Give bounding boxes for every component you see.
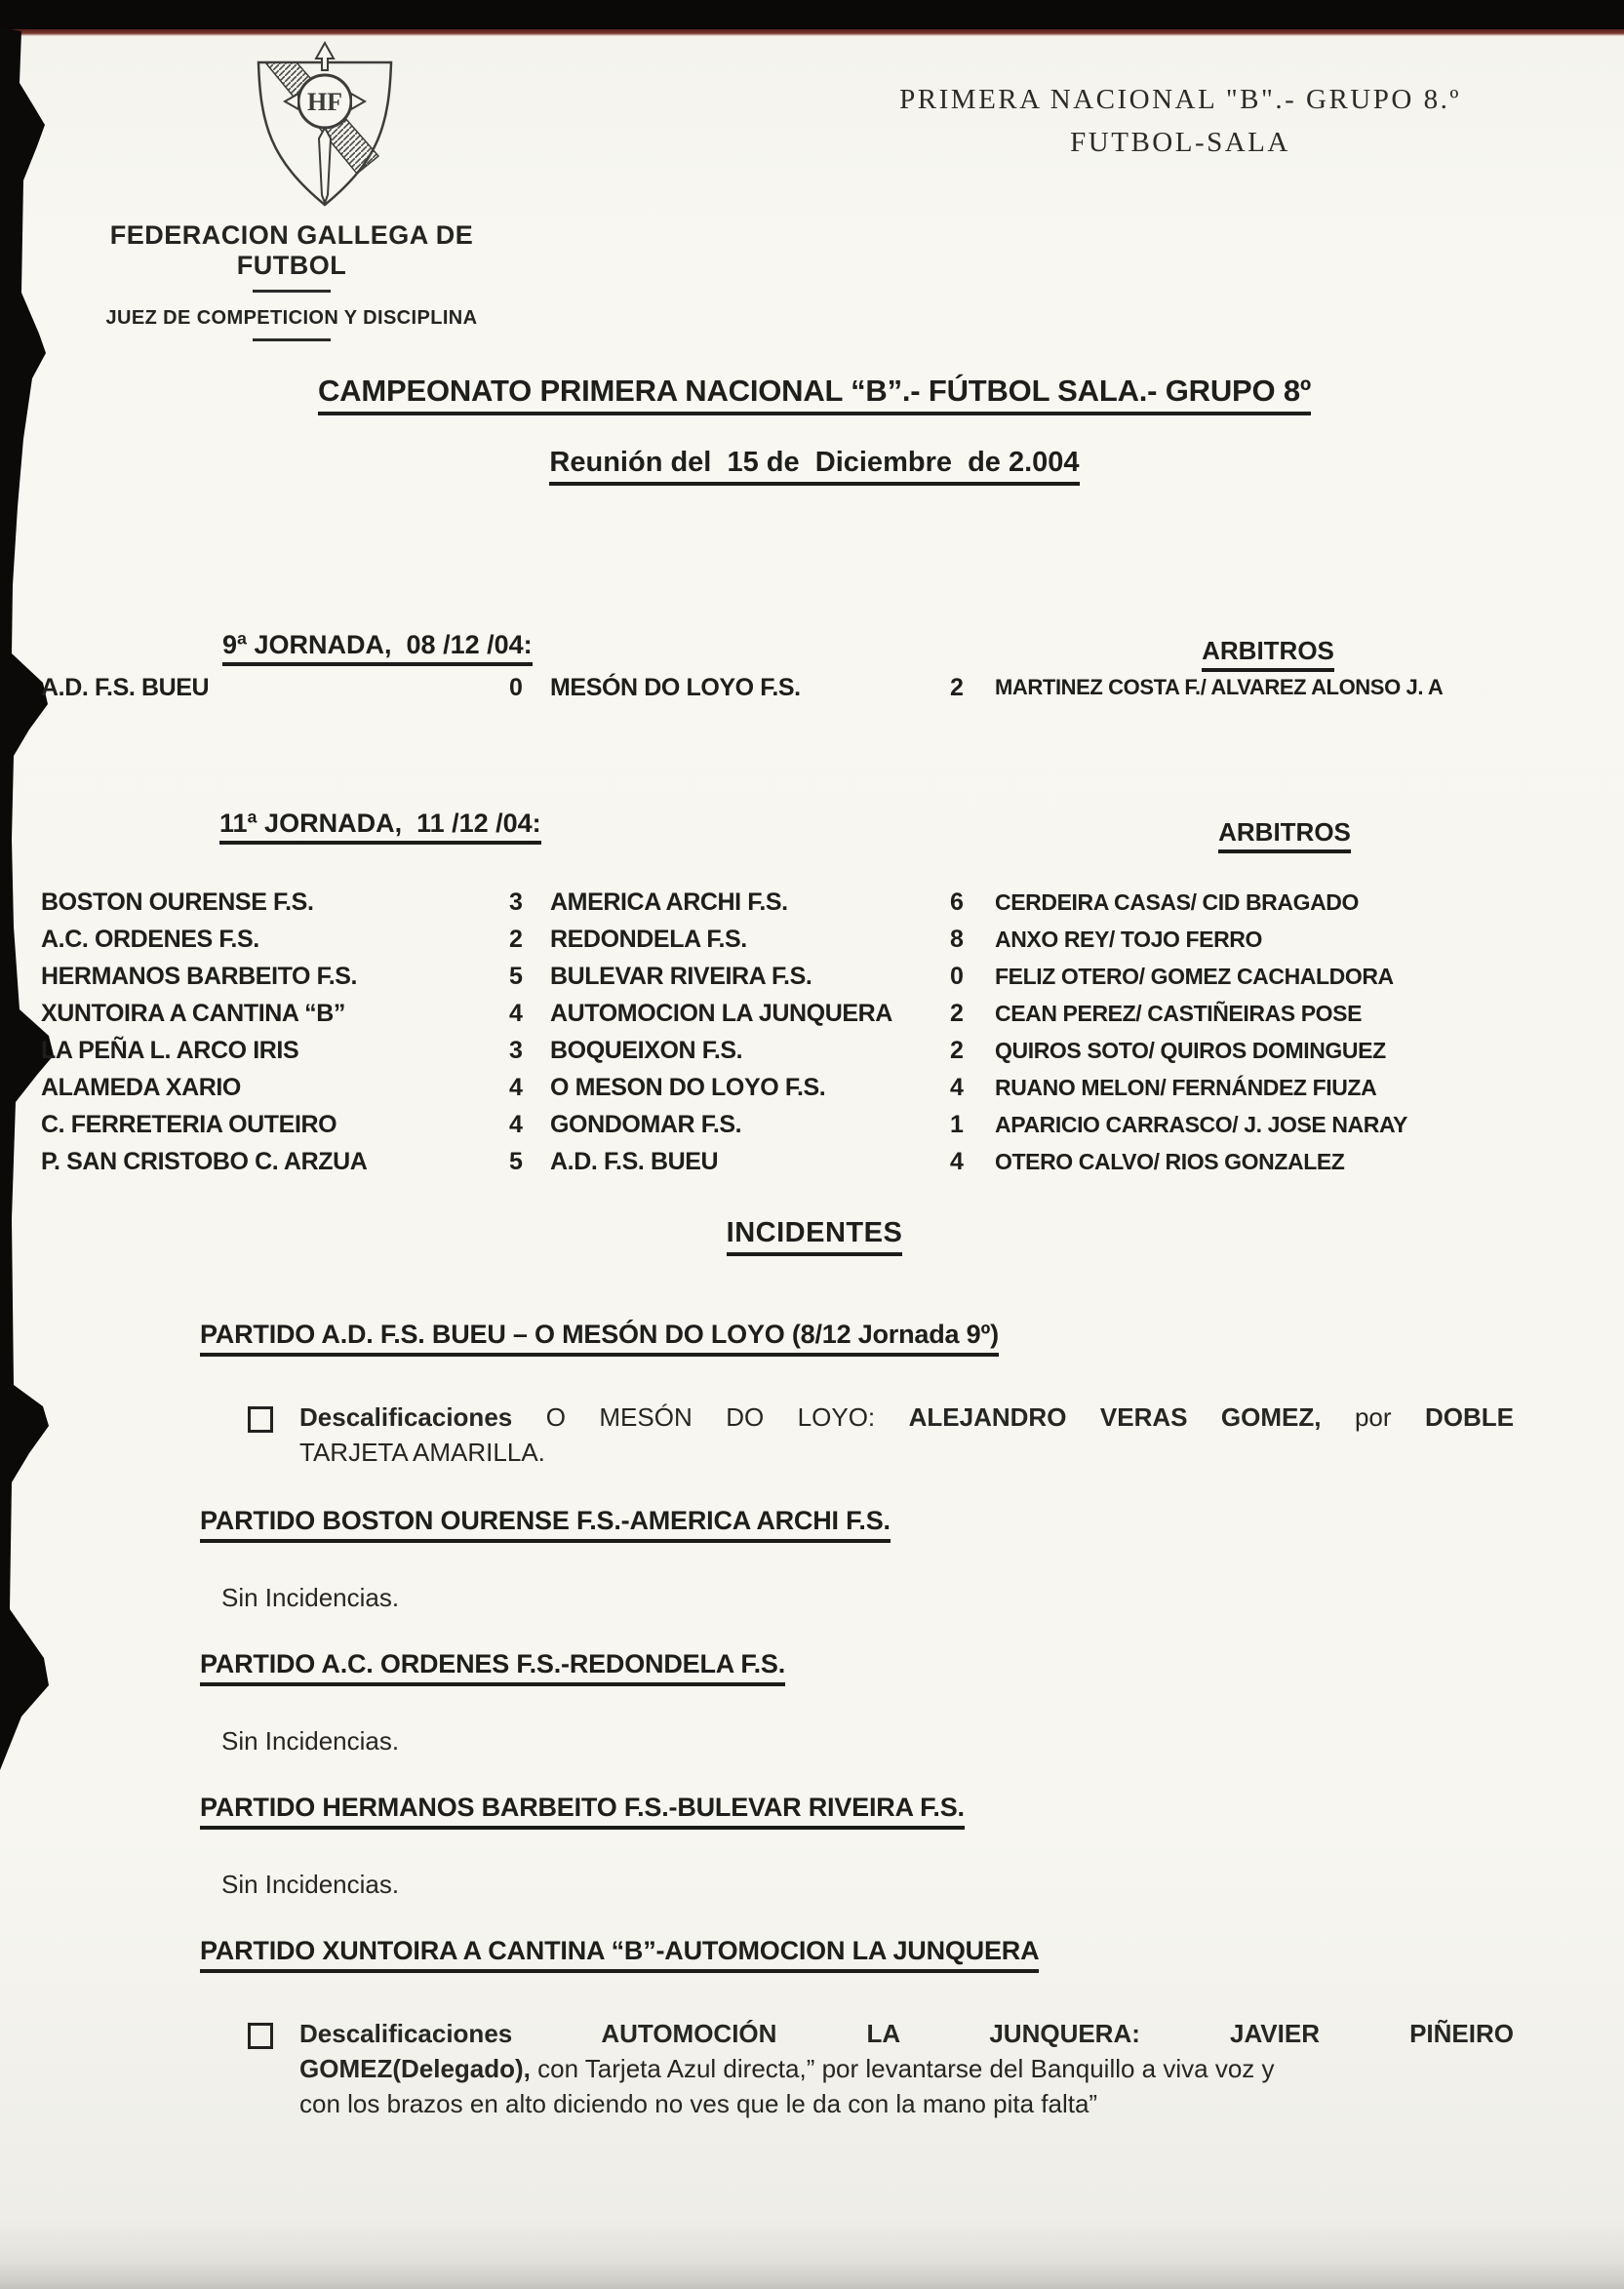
match-home-score: 0 <box>509 674 523 701</box>
federation-header <box>62 220 521 341</box>
disqualification-item <box>200 2016 1519 2121</box>
match-home: ALAMEDA XARIO <box>41 1074 241 1101</box>
match-referees: MARTINEZ COSTA F./ ALVAREZ ALONSO J. A <box>995 675 1444 699</box>
match-away-score: 0 <box>950 963 964 990</box>
match-home-score: 5 <box>509 963 523 990</box>
match-row <box>41 958 1602 995</box>
incidents-title-wrap <box>137 1217 1492 1256</box>
incident-sections <box>200 1319 1519 2121</box>
match-referees: ANXO REY/ TOJO FERRO <box>995 927 1263 952</box>
match-away: A.D. F.S. BUEU <box>550 1148 719 1175</box>
jornada11-heading: 11ª JORNADA, 11 /12 /04: <box>190 778 541 875</box>
match-away-score: 2 <box>950 1037 964 1064</box>
meeting-date-wrap <box>137 447 1492 486</box>
match-home: HERMANOS BARBEITO F.S. <box>41 963 358 990</box>
jornada9-results-table <box>41 669 1602 706</box>
jornada9-heading: 9ª JORNADA, 08 /12 /04: <box>193 600 533 696</box>
match-referees: CERDEIRA CASAS/ CID BRAGADO <box>995 889 1359 915</box>
match-home: XUNTOIRA A CANTINA “B” <box>41 1000 346 1027</box>
federation-name: FEDERACION GALLEGA DE FUTBOL <box>109 220 474 280</box>
disqualification-text: Descalificaciones AUTOMOCIÓN LA JUNQUERA: JAVIER PIÑEIRO GOMEZ(Delegado), con Tarjeta Azul directa,” por levantarse del Banquillo a viva voz y con los brazos en alto diciendo no ves que le da con la mano pita falta” <box>299 2019 1514 2118</box>
match-referees: QUIROS SOTO/ QUIROS DOMINGUEZ <box>995 1038 1386 1063</box>
partido-heading: PARTIDO A.D. F.S. BUEU – O MESÓN DO LOYO (8/12 Jornada 9º) <box>200 1319 1519 1357</box>
match-away: MESÓN DO LOYO F.S. <box>550 674 801 701</box>
match-away: BOQUEIXON F.S. <box>550 1037 743 1064</box>
match-home: BOSTON OURENSE F.S. <box>41 888 314 916</box>
meeting-date: Reunión del 15 de Diciembre de 2.004 <box>549 447 1079 486</box>
match-home: C. FERRETERIA OUTEIRO <box>41 1111 337 1138</box>
disqualification-item <box>200 1400 1519 1470</box>
match-home: LA PEÑA L. ARCO IRIS <box>41 1037 299 1064</box>
match-row <box>41 1069 1602 1106</box>
match-referees: OTERO CALVO/ RIOS GONZALEZ <box>995 1149 1345 1174</box>
match-row <box>41 995 1602 1032</box>
jornada9-referees-header: ARBITROS <box>1175 636 1361 672</box>
match-home-score: 4 <box>509 1111 523 1138</box>
scan-top-edge-shadow <box>0 29 1624 36</box>
match-home-score: 2 <box>509 926 523 953</box>
match-row <box>41 921 1602 958</box>
match-away: BULEVAR RIVEIRA F.S. <box>550 963 812 990</box>
judge-title: JUEZ DE COMPETICION Y DISCIPLINA <box>105 307 478 329</box>
match-away: GONDOMAR F.S. <box>550 1111 742 1138</box>
divider <box>253 290 331 293</box>
partido-heading: PARTIDO HERMANOS BARBEITO F.S.-BULEVAR RIVEIRA F.S. <box>200 1792 1519 1830</box>
match-away: AMERICA ARCHI F.S. <box>550 888 788 916</box>
match-away-score: 1 <box>950 1111 964 1138</box>
match-away-score: 4 <box>950 1074 964 1101</box>
match-away-score: 2 <box>950 674 964 701</box>
federation-crest-logo <box>232 41 417 215</box>
jornada11-results-table <box>41 884 1602 1180</box>
competition-header <box>858 84 1502 159</box>
svg-text:HF: HF <box>306 88 343 116</box>
match-away: O MESON DO LOYO F.S. <box>550 1074 826 1101</box>
no-incidents-text: Sin Incidencias. <box>221 1726 400 1756</box>
checkbox-bullet-icon <box>248 2023 273 2049</box>
match-away-score: 8 <box>950 926 964 953</box>
match-home-score: 3 <box>509 1037 523 1064</box>
match-home-score: 3 <box>509 888 523 916</box>
match-row <box>41 1143 1602 1180</box>
match-away: REDONDELA F.S. <box>550 926 747 953</box>
partido-heading: PARTIDO BOSTON OURENSE F.S.-AMERICA ARCHI F.S. <box>200 1505 1519 1543</box>
jornada11-referees-header: ARBITROS <box>1192 817 1377 853</box>
match-referees: APARICIO CARRASCO/ J. JOSE NARAY <box>995 1112 1407 1137</box>
match-referees: CEAN PEREZ/ CASTIÑEIRAS POSE <box>995 1001 1363 1026</box>
competition-sport: FUTBOL-SALA <box>1070 127 1290 158</box>
match-home-score: 4 <box>509 1000 523 1027</box>
competition-group: PRIMERA NACIONAL "B".- GRUPO 8.º <box>899 84 1461 115</box>
match-row <box>41 1106 1602 1143</box>
divider <box>253 338 331 341</box>
scan-bottom-edge <box>0 2263 1624 2289</box>
partido-heading: PARTIDO XUNTOIRA A CANTINA “B”-AUTOMOCION LA JUNQUERA <box>200 1935 1519 1973</box>
incidents-title: INCIDENTES <box>727 1217 903 1256</box>
match-row <box>41 1032 1602 1069</box>
match-home: A.D. F.S. BUEU <box>41 674 210 701</box>
match-referees: RUANO MELON/ FERNÁNDEZ FIUZA <box>995 1075 1377 1100</box>
match-away-score: 6 <box>950 888 964 916</box>
no-incidents-text: Sin Incidencias. <box>221 1870 400 1899</box>
match-away: AUTOMOCION LA JUNQUERA <box>550 1000 892 1027</box>
match-home-score: 5 <box>509 1148 523 1175</box>
match-row <box>41 669 1602 706</box>
match-away-score: 4 <box>950 1148 964 1175</box>
partido-heading: PARTIDO A.C. ORDENES F.S.-REDONDELA F.S. <box>200 1648 1519 1686</box>
match-row <box>41 884 1602 921</box>
match-home: A.C. ORDENES F.S. <box>41 926 259 953</box>
page-title-wrap <box>137 374 1492 415</box>
match-home: P. SAN CRISTOBO C. ARZUA <box>41 1148 368 1175</box>
disqualification-text: Descalificaciones O MESÓN DO LOYO: ALEJANDRO VERAS GOMEZ, por DOBLE TARJETA AMARILLA. <box>299 1402 1514 1467</box>
no-incidents-text: Sin Incidencias. <box>221 1583 400 1612</box>
scan-top-edge <box>0 0 1624 29</box>
match-away-score: 2 <box>950 1000 964 1027</box>
match-home-score: 4 <box>509 1074 523 1101</box>
match-referees: FELIZ OTERO/ GOMEZ CACHALDORA <box>995 964 1394 989</box>
page-title: CAMPEONATO PRIMERA NACIONAL “B”.- FÚTBOL SALA.- GRUPO 8º <box>318 374 1311 415</box>
checkbox-bullet-icon <box>248 1406 273 1433</box>
